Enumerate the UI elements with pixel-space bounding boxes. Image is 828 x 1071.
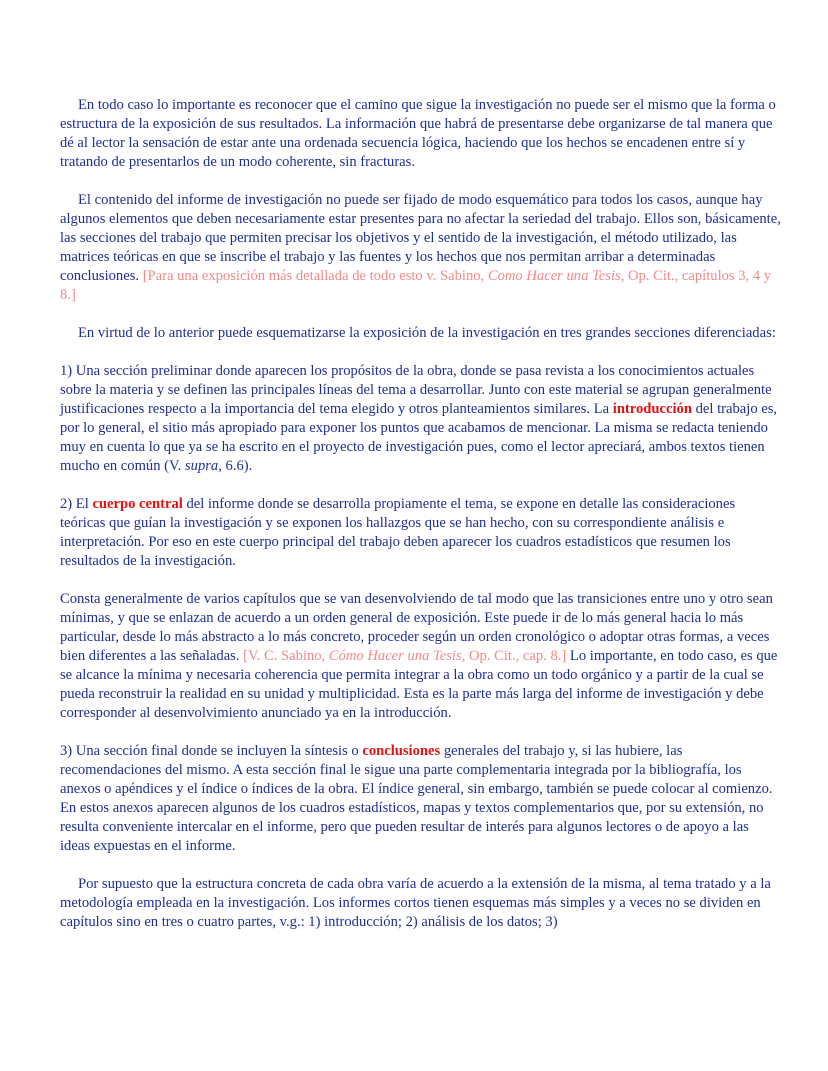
- paragraph-text: Consta generalmente de varios capítulos que se van desenvolviendo de tal modo que las transiciones entre uno y otro sean mínimas, y que se enlazan de acuerdo a un orden general de exposición. Este puede ir de lo más general hacia lo más particular, desde lo más abstracto a lo más concreto, proceder según un orden cronológico o adoptar otras formas, a veces bien diferentes a las señaladas.: [60, 591, 773, 664]
- italic-supra: supra,: [184, 458, 222, 474]
- paragraph-text: En virtud de lo anterior puede esquematizarse la exposición de la investigación en tres grandes secciones diferenciadas:: [78, 325, 776, 341]
- paragraph-three-sections-intro: [60, 324, 782, 343]
- reference-prefix: [V. C. Sabino,: [243, 648, 329, 664]
- reference-note: [60, 268, 771, 303]
- paragraph-text: 2) El: [60, 496, 93, 512]
- paragraph-text: del informe donde se desarrolla propiamente el tema, se expone en detalle las consideraciones teóricas que guían la investigación y se exponen los hallazgos que se han hecho, con su correspondiente análisis e interpretación. Por eso en este cuerpo principal del trabajo deben aparecer los cuadros estadísticos que resumen los resultados de la investigación.: [60, 496, 736, 569]
- paragraph-text: 3) Una sección final donde se incluyen la síntesis o: [60, 743, 363, 759]
- keyword-cuerpo-central: cuerpo central: [92, 496, 183, 512]
- paragraph-chapters: [60, 590, 782, 723]
- keyword-introduccion: introducción: [612, 401, 692, 417]
- reference-suffix: , Op. Cit., cap. 8.]: [461, 648, 567, 664]
- paragraph-section-body: [60, 495, 782, 571]
- document-page: [60, 96, 782, 951]
- paragraph-section-final: [60, 742, 782, 856]
- paragraph-text: generales del trabajo y, si las hubiere, las recomendaciones del mismo. A esta sección final le sigue una parte complementaria integrada por la bibliografía, los anexos o apéndices y el índice o índices de la obra. El índice general, sin embargo, también se puede colocar al comienzo. En estos anexos aparecen algunos de los cuadros estadísticos, mapas y textos complementarios que, por su extensión, no resulta conveniente intercalar en el informe, pero que pueden resultar de interés para algunos lectores o de apoyo a las ideas expuestas en el informe.: [60, 743, 773, 854]
- paragraph-section-preliminary: [60, 362, 782, 476]
- reference-note: [243, 648, 566, 664]
- paragraph-text: 6.6).: [221, 458, 253, 474]
- paragraph-text: En todo caso lo importante es reconocer que el camino que sigue la investigación no puede ser el mismo que la forma o estructura de la exposición de sus resultados. La información que habrá de presentarse debe organizarse de tal manera que dé al lector la sensación de estar ante una ordenada secuencia lógica, haciendo que los hechos se encadenen entre sí y tratando de presentarlos de un modo coherente, sin fracturas.: [60, 97, 776, 170]
- reference-book-title: Cómo Hacer una Tesis: [328, 648, 462, 664]
- keyword-conclusiones: conclusiones: [362, 743, 441, 759]
- paragraph-text: Lo importante, en todo caso, es que se alcance la mínima y necesaria coherencia que permita integrar a la obra como un todo orgánico y a partir de la cual se pueda reconstruir la realidad en su unidad y multiplicidad. Esta es la parte más larga del informe de investigación y debe corresponder al desenvolvimiento anunciado ya en la introducción.: [60, 648, 778, 721]
- paragraph-text: 1) Una sección preliminar donde aparecen los propósitos de la obra, donde se pasa revista a los conocimientos actuales sobre la materia y se definen las principales líneas del tema a desarrollar. Junto con este material se agrupan generalmente justificaciones respecto a la importancia del tema elegido y otros planteamientos similares. La: [60, 363, 772, 417]
- paragraph-text: del trabajo es, por lo general, el sitio más apropiado para exponer los puntos que acabamos de mencionar. La misma se redacta teniendo muy en cuenta lo que ya se ha escrito en el proyecto de investigación pues, como el lector apreciará, ambos textos tienen mucho en común (V.: [60, 401, 778, 474]
- paragraph-text: El contenido del informe de investigación no puede ser fijado de modo esquemático para todos los casos, aunque hay algunos elementos que deben necesariamente estar presentes para no afectar la seriedad del trabajo. Ellos son, básicamente, las secciones del trabajo que permiten precisar los objetivos y el sentido de la investigación, el método utilizado, las matrices teóricas en que se inscribe el trabajo y las fuentes y los hechos que nos permitan arribar a determinadas conclusiones.: [60, 192, 781, 284]
- reference-prefix: [Para una exposición más detallada de todo esto v. Sabino,: [142, 268, 488, 284]
- paragraph-report-content: [60, 191, 782, 305]
- paragraph-text: Por supuesto que la estructura concreta de cada obra varía de acuerdo a la extensión de la misma, al tema tratado y a la metodología empleada en la investigación. Los informes cortos tienen esquemas más simples y a veces no se dividen en capítulos sino en tres o cuatro partes, v.g.: 1) introducción; 2) análisis de los datos; 3): [60, 876, 771, 930]
- paragraph-exposition-vs-research: [60, 96, 782, 172]
- reference-suffix: , Op. Cit., capítulos 3, 4 y 8.]: [60, 268, 772, 303]
- reference-book-title: Como Hacer una Tesis: [487, 268, 621, 284]
- paragraph-concrete-structure: [60, 875, 782, 932]
